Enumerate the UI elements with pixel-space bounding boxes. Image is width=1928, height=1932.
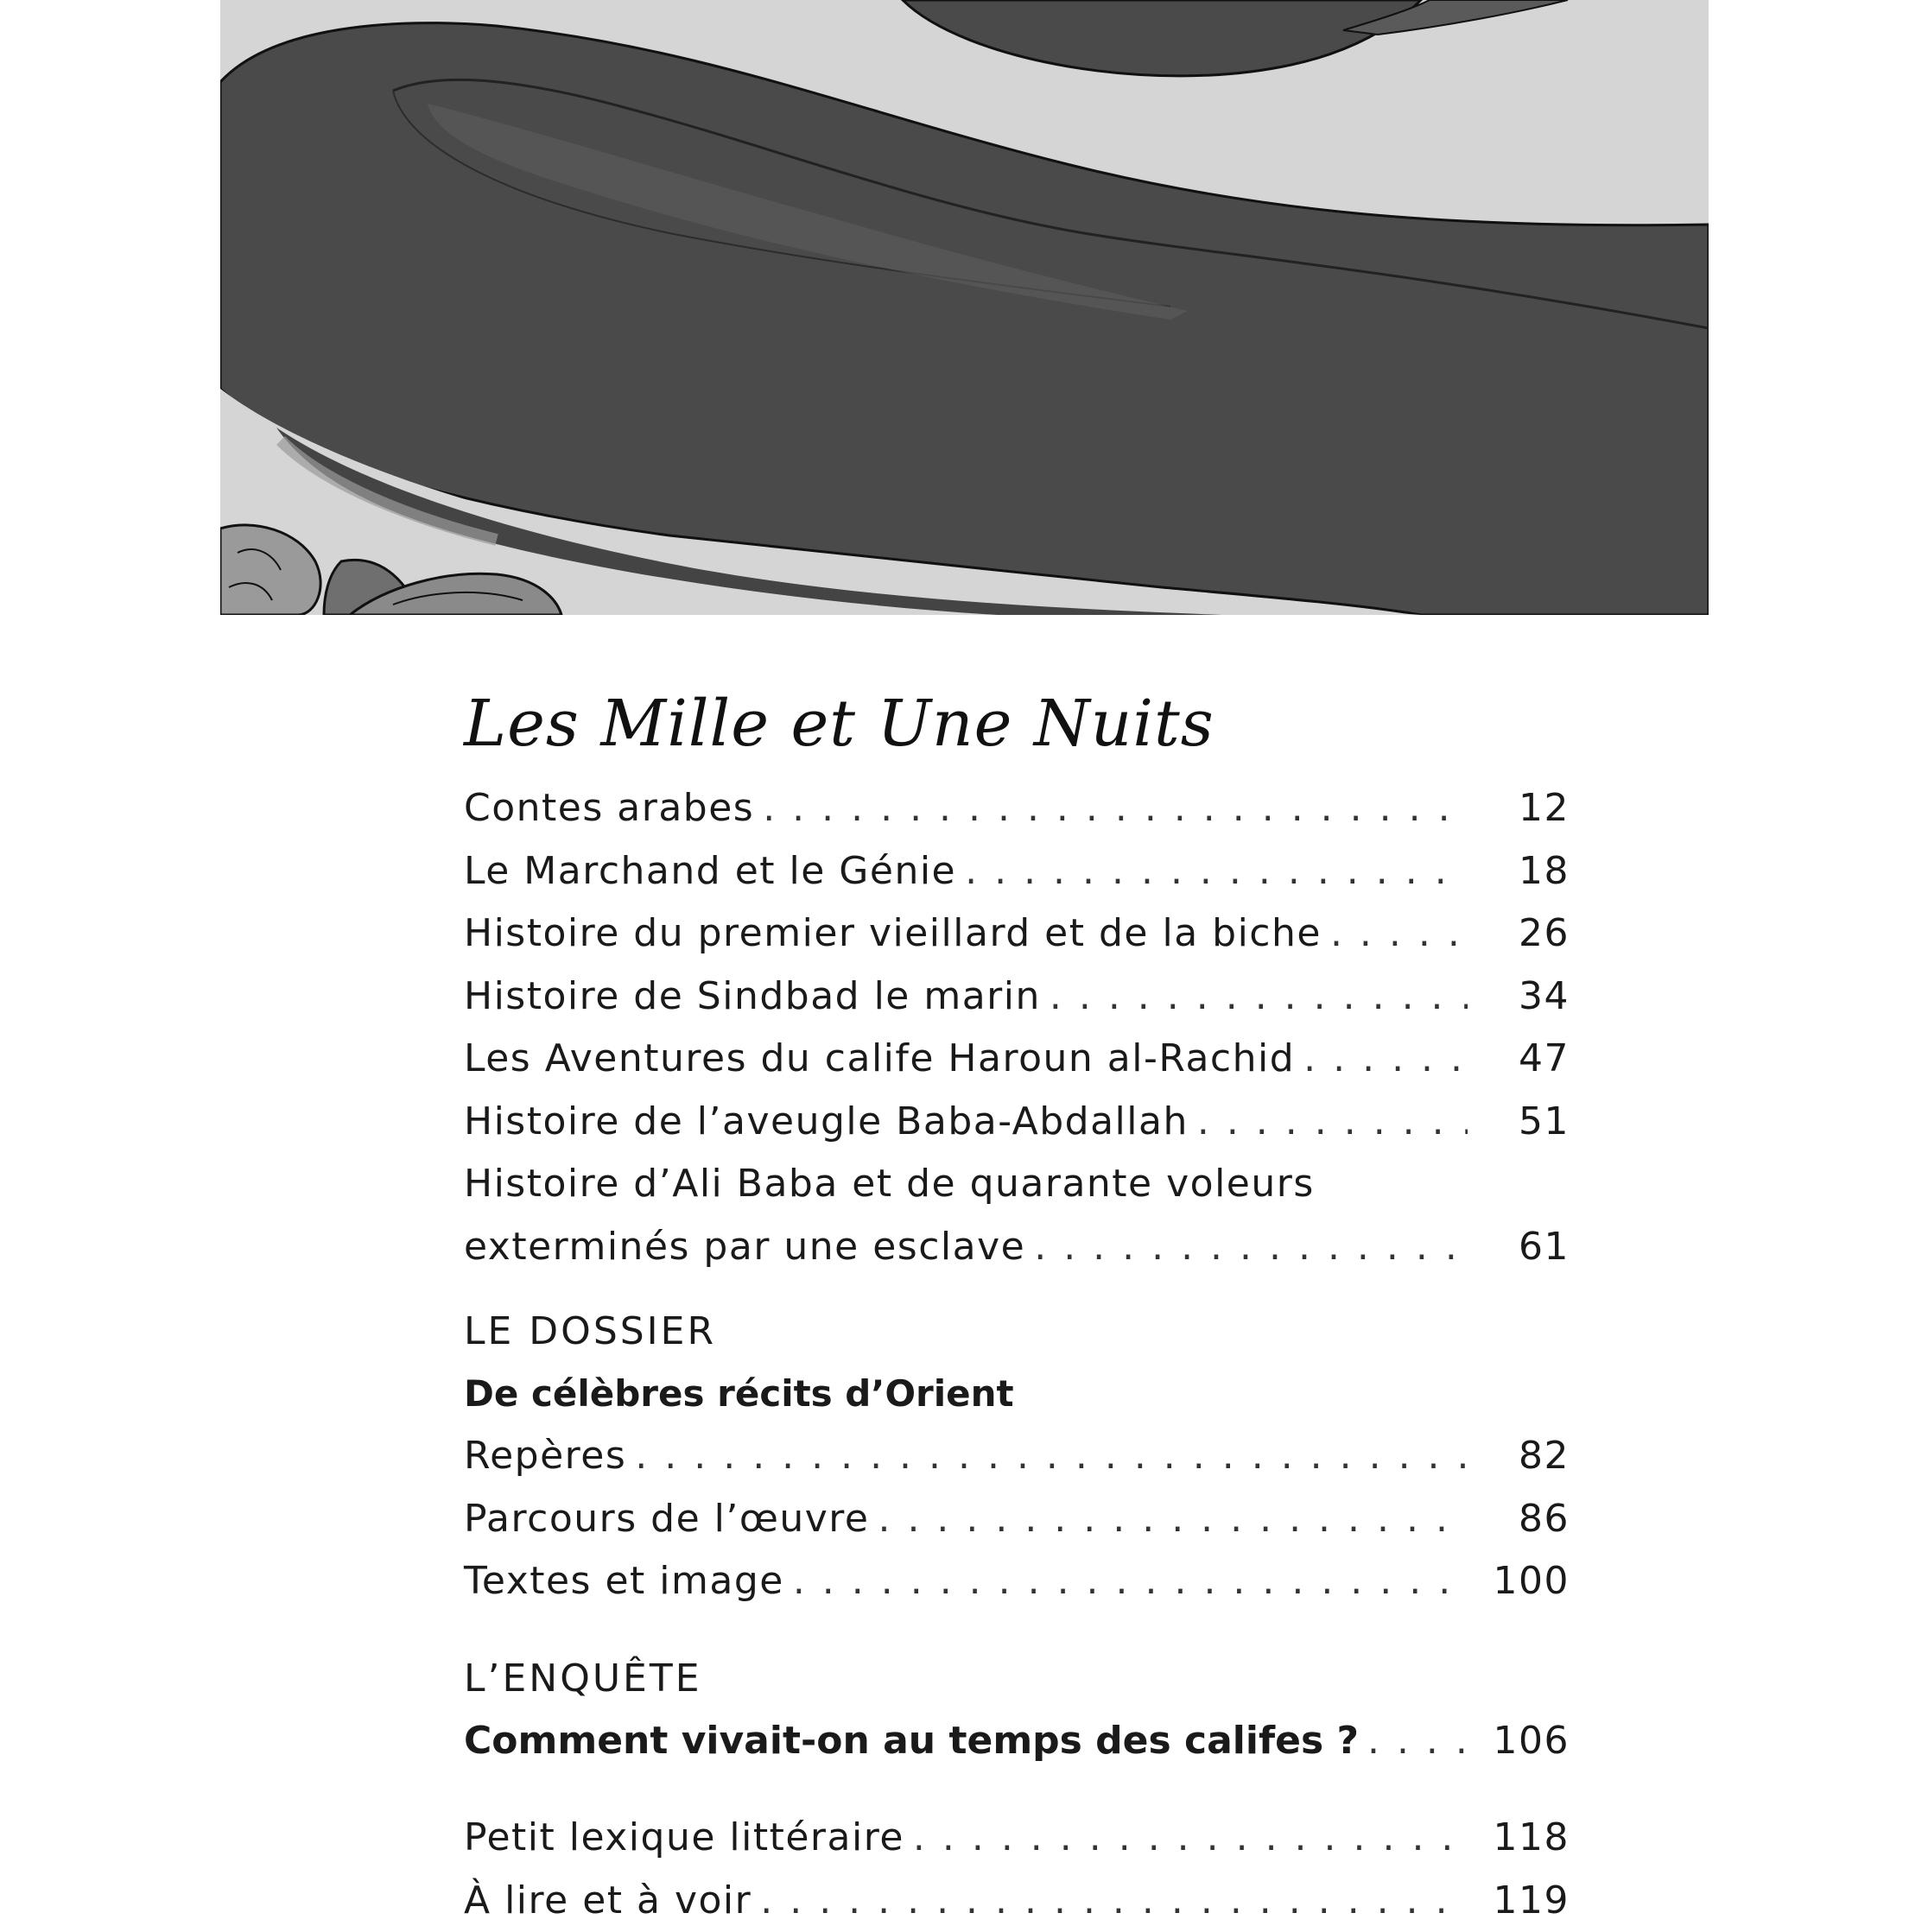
dot-leader xyxy=(878,1488,1468,1551)
toc-entry-page: 86 xyxy=(1475,1488,1570,1551)
toc-entry-page: 106 xyxy=(1475,1710,1570,1773)
toc-entry-label: Histoire du premier vieillard et de la biche xyxy=(464,903,1322,966)
dot-leader xyxy=(760,1870,1468,1932)
dot-leader xyxy=(913,1807,1468,1870)
dot-leader xyxy=(635,1425,1468,1488)
dossier-subtitle: De célèbres récits d’Orient xyxy=(464,1363,1570,1425)
dot-leader xyxy=(793,1550,1468,1613)
toc-entry-page: 119 xyxy=(1475,1870,1570,1932)
toc-entry-page: 61 xyxy=(1475,1216,1570,1279)
dot-leader xyxy=(763,777,1468,840)
book-title: Les Mille et Une Nuits xyxy=(464,682,1570,777)
dot-leader xyxy=(1367,1710,1468,1773)
toc-entry-label: Comment vivait-on au temps des califes ? xyxy=(464,1710,1359,1773)
toc-entry-label: Contes arabes xyxy=(464,777,754,840)
dot-leader xyxy=(1050,966,1468,1029)
toc-entry-page: 100 xyxy=(1475,1550,1570,1613)
toc-entry-page: 47 xyxy=(1475,1028,1570,1091)
toc-entry-page: 82 xyxy=(1475,1425,1570,1488)
toc-entry[interactable] xyxy=(464,777,1570,840)
toc-entry[interactable] xyxy=(464,1550,1570,1613)
dot-leader xyxy=(1330,903,1468,966)
toc-entry[interactable] xyxy=(464,1216,1570,1279)
toc-entry[interactable] xyxy=(464,966,1570,1029)
toc-entry-label: Le Marchand et le Génie xyxy=(464,840,956,903)
toc-entry-label: exterminés par une esclave xyxy=(464,1216,1025,1279)
toc-entry-page: 34 xyxy=(1475,966,1570,1029)
toc-entry-page: 12 xyxy=(1475,777,1570,840)
toc-entry-page: 26 xyxy=(1475,903,1570,966)
dot-leader xyxy=(1303,1028,1468,1091)
toc-entry-page: 118 xyxy=(1475,1807,1570,1870)
toc-entry[interactable] xyxy=(464,1710,1570,1773)
dot-leader xyxy=(965,840,1468,903)
toc-entry-label-line1: Histoire d’Ali Baba et de quarante voleurs xyxy=(464,1153,1570,1216)
toc-entry[interactable] xyxy=(464,1807,1570,1870)
toc-entry-label: À lire et à voir xyxy=(464,1870,752,1932)
toc-entry-label: Petit lexique littéraire xyxy=(464,1807,904,1870)
table-of-contents xyxy=(464,682,1570,1932)
dot-leader xyxy=(1197,1091,1468,1154)
toc-entry[interactable] xyxy=(464,1870,1570,1932)
toc-entry-label: Les Aventures du calife Haroun al-Rachid xyxy=(464,1028,1295,1091)
toc-entry-label: Repères xyxy=(464,1425,626,1488)
illustration-artwork xyxy=(220,0,1709,615)
toc-entry[interactable] xyxy=(464,1091,1570,1154)
toc-entry[interactable] xyxy=(464,840,1570,903)
toc-entry-label: Parcours de l’œuvre xyxy=(464,1488,869,1551)
enquete-heading: L’ENQUÊTE xyxy=(464,1648,1570,1710)
toc-entry[interactable] xyxy=(464,1028,1570,1091)
toc-entry-label: Histoire de l’aveugle Baba-Abdallah xyxy=(464,1091,1189,1154)
toc-entry-label: Textes et image xyxy=(464,1550,784,1613)
toc-entry[interactable] xyxy=(464,1425,1570,1488)
toc-entry-page: 18 xyxy=(1475,840,1570,903)
dot-leader xyxy=(1034,1216,1468,1279)
toc-entry[interactable] xyxy=(464,1488,1570,1551)
dossier-heading: LE DOSSIER xyxy=(464,1301,1570,1363)
toc-entry-page: 51 xyxy=(1475,1091,1570,1154)
cover-illustration xyxy=(220,0,1709,615)
toc-entry[interactable] xyxy=(464,903,1570,966)
toc-entry-label: Histoire de Sindbad le marin xyxy=(464,966,1041,1029)
